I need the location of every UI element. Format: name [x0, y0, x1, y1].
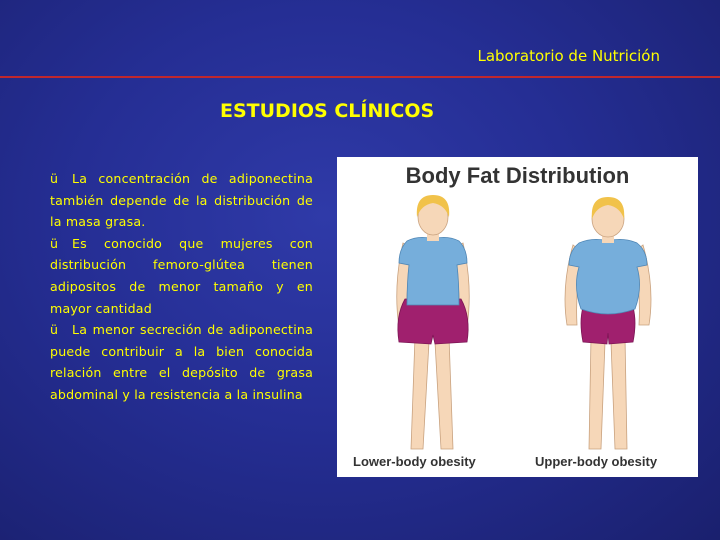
check-mark-icon: ü [50, 322, 59, 338]
caption-lower-body-obesity: Lower-body obesity [353, 454, 476, 469]
bullet-text-3: La menor secreción de adiponectina puede contribuir a la bien conocida relación entre el depósito de grasa abdominal y la resistencia a la insulina [50, 322, 313, 402]
bullet-list [50, 168, 313, 406]
bullet-item-3 [50, 319, 313, 405]
bullet-item-1 [50, 168, 313, 233]
slide-title: ESTUDIOS CLÍNICOS [220, 100, 435, 122]
upper-body-obesity-illustration [337, 157, 698, 477]
caption-upper-body-obesity: Upper-body obesity [535, 454, 658, 469]
bullet-item-2 [50, 233, 313, 319]
header-divider [0, 76, 720, 78]
check-mark-icon: ü [50, 235, 59, 251]
header-title: Laboratorio de Nutrición [477, 47, 660, 65]
apple-shape-figure [565, 197, 651, 449]
body-fat-figure [337, 157, 698, 477]
bullet-text-2: Es conocido que mujeres con distribución femoro-glútea tienen adipositos de menor tamaño y en mayor cantidad [50, 235, 313, 316]
check-mark-icon: ü [50, 171, 59, 186]
bullet-text-1: La concentración de adiponectina también depende de la distribución de la masa grasa. [50, 171, 313, 230]
figure-title: Body Fat Distribution [405, 163, 630, 188]
